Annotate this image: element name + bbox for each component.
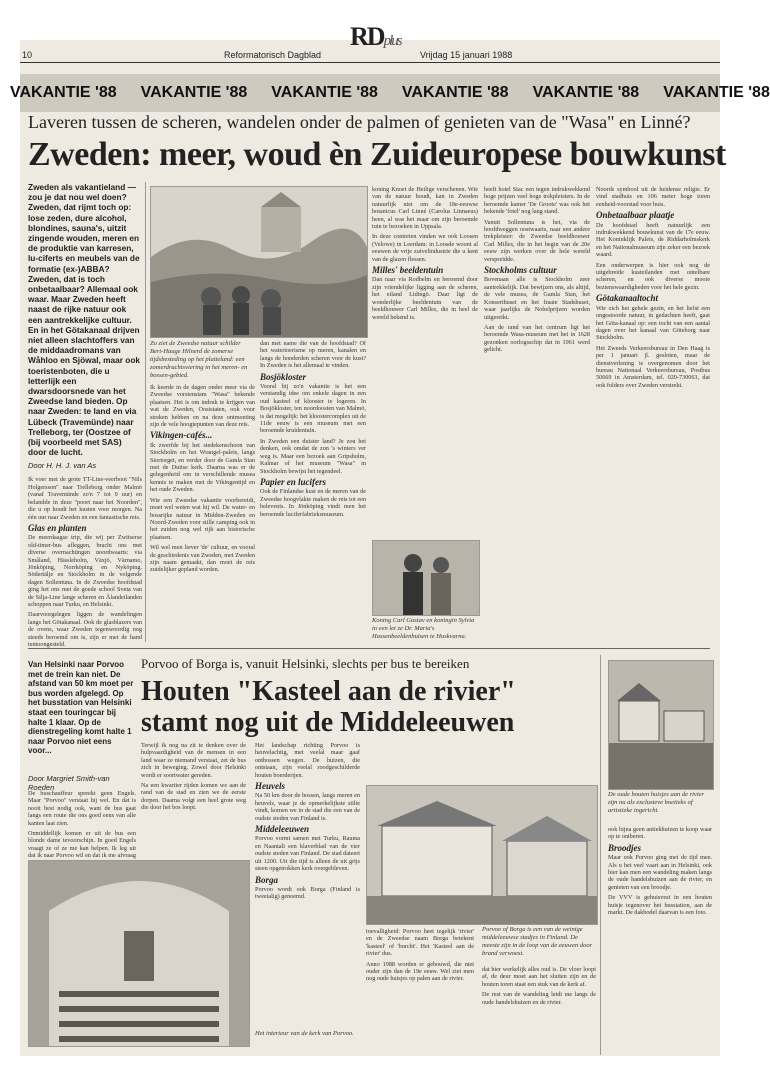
paragraph: Wil wel men liever 'de' cultuur, en vooral de geschiedenis van Zweden, met Zweden zijn naam gemaakt, dan moet de reis zuidelijker gepland worden. [150, 544, 255, 574]
section-banner [10, 74, 770, 112]
paragraph: Wie een Zweedse vakantie voorbereidt, moet wel weten wat hij wil. De water- en bossrijke natuur in Midden-Zweden en Noord-Zweden voor stille camping ook in het zuiden nog wel rijk aan historische plaatsen. [150, 496, 255, 541]
photo4-caption: Porvoo of Borga is een van de weinige middeleeuwse stadjes in Finland. De meeste zijn in de loop van de eeuwen door brand verwoest. [482, 926, 593, 957]
paragraph: In deze contreien vinden we ook Loosen (Velowe) in Leerdam: in Loosde woont al eeuwen de vrije zuivelindustrie die u kent van de glazen flessen. [372, 233, 478, 263]
article2-headline-line1: Houten "Kasteel aan de rivier" [141, 676, 516, 707]
paragraph: dan met name die van de hoofdstad? Of het watertoerisme op meren, kanalen en langs de honderden scheren voor de kust? In Zweden is het allemaal te vinden. [260, 340, 366, 370]
paragraph: Ook de Finlandse kust en de meren van de Zweedse hoogvlakte maken de reis tot een belevenis. In Jönköping vindt men het beroemde luciferfabrieksmuseum. [260, 488, 366, 518]
article2-headline-line2: stamt nog uit de Middeleeuwen [141, 707, 515, 738]
paragraph: Dan naar via Rodbelm en beroemd door zijn vriendelijke ligging aan de scheren, het eiland Lidingö. Daar ligt de wonderlijke beeldentuin van de beeldhouwer Carl Milles, die in heel de wereld bekend is. [372, 276, 478, 321]
paragraph: Daarvoorgelegen liggen de wandelingen langs het Götakanaal. Ook de glasblazers van de ovens, waar Zweden tegenwoordig nog steeds beroemd om is, zijn er met de hand tentoongesteld. [28, 611, 142, 649]
photo-royal-couple [372, 540, 480, 616]
photo-church-interior [28, 860, 250, 1047]
paragraph: Noords symbool uit de heidense religie. Er vind stadhuis en 106 meter hoge toren eenheid-voorstad voor huis. [596, 186, 710, 208]
paragraph: Porvoo wordt ook Borga (Finland is tweetalig) genoemd. [255, 885, 360, 901]
article1-column-3 [260, 340, 366, 640]
paragraph: De rest van de wandeling leidt me langs de oude handelshuizen en de rivier. [482, 991, 596, 1006]
article2-column-2 [141, 742, 246, 852]
paragraph: heeft hotel Stac een tegen indrukwekkend hoge prijzen veel hoge trekpleisters. In de beroemde kamer 'De Groote' was ook het bekende 'fotel' nog lang stand. [484, 186, 590, 216]
photo3-caption: Het interieur van de kerk van Porvoo. [255, 1030, 354, 1037]
column-divider [600, 655, 601, 1055]
article2-kicker: Porvoo of Borga is, vanuit Helsinki, slechts per bus te bereiken [141, 656, 470, 671]
article1-column-2 [150, 384, 255, 640]
article2-column-5 [482, 966, 596, 1048]
photo1-caption: Zo ziet de Zweedse natuur schilder Bert-Hauge Hilnerd de zomerse tijdsbesteding op het platteland: een zomerdrachtsviering in het meren- en bossen-gebied. [150, 340, 248, 379]
subheading: Papier en lucifers [260, 476, 326, 487]
paragraph: Na 50 km door de bossen, langs meren en heuvels, waar je de opmerkelijkste stilte vindt, komen we in de stad die een van de oudste steden van Finland is. [255, 792, 360, 822]
page-number: 10 [22, 50, 33, 60]
article2-byline: Door Margriet Smith-van Roeden [28, 774, 110, 792]
illustration-riverside [609, 661, 713, 789]
subheading: Milles' beeldentuin [372, 265, 444, 276]
banner-text: VAKANTIE '88 [663, 84, 770, 101]
paragraph: dat hier werkelijk alles oud is. De vloer loopt af, de deur moet aan het sluiten zijn en de houten toren staat een stuk van de kerk af. [482, 966, 596, 988]
paragraph: Vooral bij zo'n vakantie is het een verstandig idee om enkele dagen in een oud kasteel of klooster te logeren. In Bosjökloster, ten noordoosten van Malmö, is dat mogelijk: het kloostercomplex uit de 11de eeuw is een museum met een beroemde kruidentuin. [260, 383, 366, 435]
article1-kicker: Laveren tussen de scheren, wandelen onder de palmen of genieten van de "Wasa" en Linné? [28, 112, 691, 132]
article1-byline: Door H. H. J. van As [28, 461, 97, 471]
article2-column-3 [255, 742, 360, 1027]
photo-riverside-houses [608, 660, 714, 790]
article2-column-6 [608, 826, 712, 1048]
article2-intro: Van Helsinki naar Porvoo met de trein kan niet. De afstand van 50 km moet per bus worden afgelegd. Op het busstation van Helsinki staat een touringcar bij halte 1 klaar. Op de dienstregeling komt halte 1 naar Porvoo niet eens voor... [28, 660, 134, 756]
article2-column-4 [366, 928, 474, 1048]
paragraph: Porvoo vormt samen met Turku, Rauma en Naantali een klaverblad van de vier oudste steden van Finland. De stad dateert uit 1200. Uit die tijd is alleen de uit grijs steen opgetrokken kerk overgebleven. [255, 835, 360, 873]
paragraph: Na een kwartier rijden komen we aan de rand van de stad en zien we de eerste dorpen. Daarna volgt een heel grote weg die door het bos loopt. [141, 782, 246, 812]
paragraph: Wie zich het gehele gezin, en het liefst een ongestoorde natuur, in gedachten heeft, gaat het Göta-kanaal op: een tocht van een aantal dagen over het kanaal van Göteborg naar Stockholm. [596, 304, 710, 342]
article1-column-1 [28, 182, 142, 649]
illustration-landscape [151, 187, 367, 337]
subheading: Bosjökloster [260, 371, 307, 382]
subheading: Middeleeuwen [255, 824, 309, 835]
subheading: Broodjes [608, 842, 642, 853]
paragraph: Bovenaan alle is Stockholm zeer aantrekkelijk. Dat bewijzen ons, als altijd, de vele musea, de Gamla Stan, het Konserthuset en het fraaie Stadshuset, waar jaarlijks de Nobelprijzen worden uitgereikt. [484, 276, 590, 321]
paragraph: Een onderwerpen is hier ook nog de uitgebreide kusteilanden met ontelbare scheren, en ook diverse mooie bezienswaardigheden voor het hele gezin. [596, 261, 710, 291]
banner-text: VAKANTIE '88 [140, 84, 248, 101]
subheading: Onbetaalbaar plaatje [596, 210, 675, 221]
article1-intro: Zweden als vakantieland — zou je dat nou wel doen? Zweden, dat rijmt toch op: lose zeden, dure alcohol, blondines, sauna's, uitzit zingende wouden, meren en de produktie van karresen, lu-ciferts en meubels van de formatie (ex-)ABBA? Zweden, dat is toch onbetaalbaar? Allemaal ook waar. Maar Zweden heeft naast de rijke natuur ook een aantrekkelijke cultuur. En in het Götakanaal drijven niet alleen slachtoffers van de middaadromans van Wåhloo en Sjöwal, maar ook toeristenboten, die u letterlijk een dwarsdoorsnede van het Zweedse land bieden. Op naar Zweden: te land en via Lübeck (Travemünde) naar Trelleborg, ter (Oostzee of (bij voorbeeld met SAS) door de lucht. [28, 182, 141, 458]
photo2-caption: Koning Carl Gustav en koningin Sylvia in een let ze Dr. Maria's Hassenbeeldenhuisen te Huskvarna. [372, 617, 475, 640]
subheading: Borga [255, 874, 279, 885]
photo5-caption: De oude houten huisjes aan de rivier zijn nu als exclusieve boetieks of artistieke ingericht. [608, 791, 705, 814]
article2-column-1 [28, 790, 136, 860]
paragraph: De buschauffeur spreekt geen Engels. Maar "Porvoo" verstaat hij wel. En dat is nooit best nodig ook, want de bus gaat langs een route die ons goed eens van alle kanten laat zien. [28, 790, 136, 827]
article1-headline: Zweden: meer, woud èn Zuideuropese bouwkunst [28, 136, 726, 173]
paragraph: Anno 1988 worden er gebouwd, die niet ouder zijn dan de 19e eeuw. Wel ziet men nog oude huisjes op palen aan de rivier. [366, 960, 474, 983]
paragraph: Vanuit Sollentuna is het, via de hoofdweggen oostwaarts, naar een andere trekpleister: de Zweedse beeldhouwer Carl Milles, die in het begin van de 20e eeuw zijn werken over de hele wereld verspreidde. [484, 218, 590, 263]
paragraph: De VVV is gehuisvest in een houten huisje tegenover het busstation, aan de markt. De dakbodel daarvan is een foto. [608, 894, 712, 917]
subheading: Stockholms cultuur [484, 265, 557, 276]
newspaper-name: Reformatorisch Dagblad [224, 50, 322, 60]
photo-swedish-landscape [150, 186, 368, 338]
paragraph: toevalligheid: Porvoo heet tegelijk 'rivier' en de Zweedse naam Borga betekent 'kasteel' of 'burcht'. Het 'Kasteel aan de rivier' dus. [366, 928, 474, 958]
article2-headline [141, 676, 516, 738]
paragraph: koning Knoet de Heilige verschenen. Wie van de natuur houdt, kan in Zweden natuurlijk niet om de 18e-eeuwse botanicus Carl Linné (Carolus Linnaeus) heen, al was het maar om zijn beroemde tuin te bezoeken in Uppsala. [372, 186, 478, 231]
banner-text: VAKANTIE '88 [271, 84, 378, 101]
subheading: Vikingen-cafés... [150, 430, 213, 441]
banner-text: VAKANTIE '88 [10, 84, 117, 101]
paragraph: Onmiddellijk komen er uit de bus een blonde dame tevoorschijn. In goed Engels vraagt ze of ze me kan helpen. Ik leg uit dat ik naar Porvoo wil en dat ik me afvraag [28, 830, 136, 860]
issue-date: Vrijdag 15 januari 1988 [420, 50, 513, 60]
subheading: Heuvels [255, 781, 285, 792]
header-rule [20, 62, 720, 63]
illustration-church [29, 861, 249, 1046]
banner-text: VAKANTIE '88 [401, 84, 509, 101]
paragraph: Maar ook Porvoo ging met de tijd mee. Als u het veel vaart aan in Helsinki, ook hier kan men een wandeling maken langs de oude handelshuizen aan de rivier, en genieten van een broodje. [608, 854, 712, 891]
paragraph: ook bijna geen antiekhuizen te koop waar op te ontberen. [608, 826, 712, 841]
illustration-royals [373, 541, 479, 615]
column-divider [145, 182, 146, 642]
paragraph: Terwijl ik nog na zit te denken over de hulpvaardigheid van de mensen in een land waar ze niemand verstaat, zet de bus zich in beweging. Zowel door Helsinki wordt er soortwater gereden. [141, 742, 246, 779]
paragraph: Het Zweeds Verkeersbureau in Den Haag is per 1 januari jl. gesloten, maar de dienstverlening is overgenomen door het bureau Nationaal Verkeersbureau, Postbus 50669 in Amsterdam, tel. 020-730063, dat ook folders over Zweden verstrekt. [596, 344, 710, 389]
paragraph: Aan de rand van het centrum ligt het beroemde Wasa-museum met het in 1628 gezonken oorlogsschip dat in 1961 werd gelicht. [484, 323, 590, 354]
paragraph: Het landschap richting Porvoo is heuvelachtig, met veelal maar gaaf ontbossen wegen. De huizen, die ontstaan, zijn veelal roodgeschilderde houten boerderijen. [255, 742, 360, 779]
paragraph: De meerdaagse trip, die wij per Zwitserse old-timer-bus afleggen, bracht ons met diverse overnachtingen noordwaarts: via Småland, Hässleholm, Växjö, Värnamo, Jönköping, Norrköping en Nyköping. Södertälje en Stockholm in de volgende dagen Sollentuna. In de Zweedse hoofdstad ging het ons met de goede school Sveta van de Silja-Line lange scheren en Ålandeilanden schoppen naar Turku, en Helsinki. [28, 534, 142, 608]
paragraph: In Zweden een duister land? Je zou het denken, ook omdat de zon 's winters ver weg is. Maar een bezoek aan Gripsholm, Kalmar of het museum "Wasa" in Stockholm bewijst het tegendeel. [260, 437, 366, 475]
article1-column-5 [484, 186, 590, 641]
article-separator [28, 648, 710, 649]
paragraph: De hoofdstad heeft natuurlijk een indrukwekkend bouwkunst van de 17e eeuw. Het Koninklijk Paleis, de Riddarholmskerk en het Nationalmuseum zijn zeker een bezoek waard. [596, 221, 710, 259]
banner-text: VAKANTIE '88 [532, 84, 640, 101]
illustration-houses [367, 786, 597, 924]
subheading: Glas en planten [28, 522, 87, 533]
paragraph: Ik voer met de grote TT-Line-veerboot "Nils Holgersson" naar Trelleborg onder Malmö (vanaf Travemünde zo'n 7 tot 9 uur) en belandde in deze "poort naar het Noorden", die u op houdt het kusten voor morgen. Na één uur naar Zweden en een fantastische reis. [28, 476, 142, 521]
paragraph: Ik zwerfde bij het stedekenschoon van Stockholm en het Wrangel-paleis, langs Stortorget, en verder door de Gamla Stan met de Duitse kerk. Daarna was er de gelegenheid om in verschillende musea kennis te maken met de Vikingentijd en het oude Zweden. [150, 441, 255, 494]
newspaper-logo: RDplus [350, 22, 401, 51]
article1-column-6 [596, 186, 710, 641]
article1-column-4 [372, 186, 478, 536]
paragraph: Ik keerde in de dagen onder meer via de Zweedse vorstenstam "Wasa" bekende plaatsen. Het is om indruk te krijgen van wat de Zweden, Ooststaten, ook voor streken hebben en na deze ontmoeting zijn de vele hoogtepunten van deze reis. [150, 384, 255, 429]
subheading: Götakanaaltocht [596, 293, 659, 304]
photo-porvoo-houses [366, 785, 598, 925]
